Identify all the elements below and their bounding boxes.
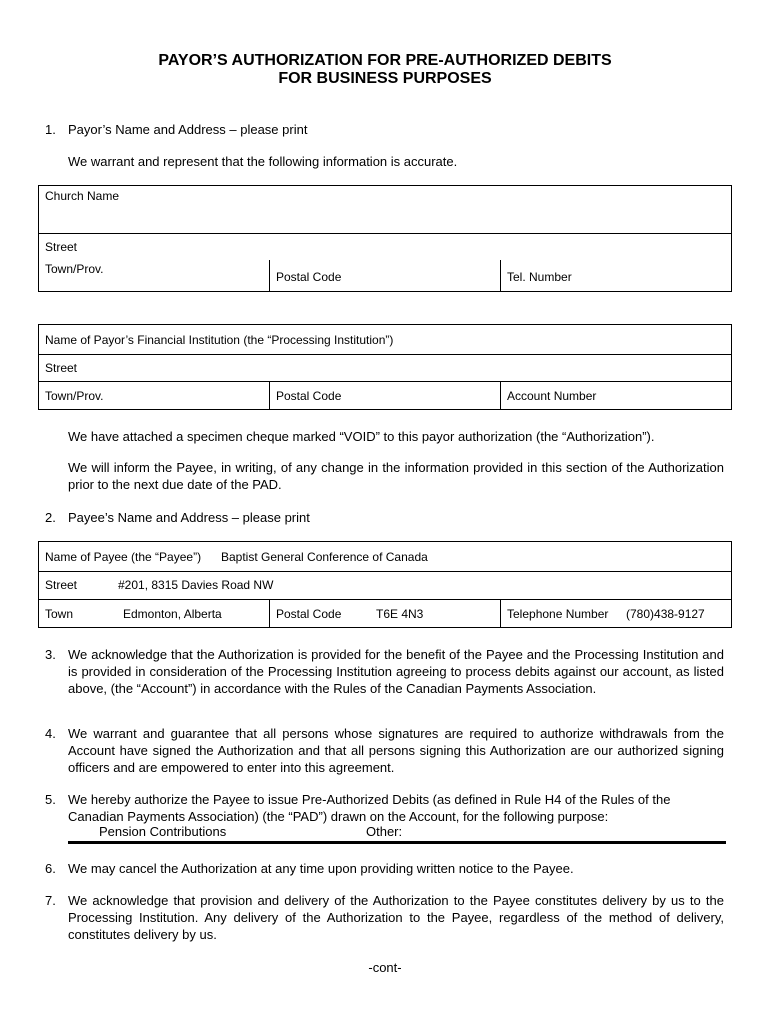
institution-name-field[interactable]: Name of Payor’s Financial Institution (the “Processing Institution”) <box>45 333 394 347</box>
document-title-line-1: PAYOR’S AUTHORIZATION FOR PRE-AUTHORIZED DEBITS <box>158 52 612 69</box>
item-5-text: We hereby authorize the Payee to issue Pre-Authorized Debits (as defined in Rule H4 of the Rules of the Canadian Payments Association) (the “PAD”) drawn on the Account, for the following purpose: <box>68 792 671 824</box>
item-7-text: We acknowledge that provision and delivery of the Authorization to the Payee constitutes delivery by us to the Processing Institution. Any delivery of the Authorization to the Payee, regardless of the method of delivery, constitutes delivery by us. <box>68 893 724 942</box>
payee-street-label: Street <box>45 578 78 592</box>
item-6-number: 6. <box>45 861 56 876</box>
payee-town-label: Town <box>45 607 74 621</box>
payee-postal-value: T6E 4N3 <box>376 607 424 621</box>
payor-street-field[interactable]: Street <box>45 240 78 254</box>
institution-town-field[interactable]: Town/Prov. <box>45 389 104 403</box>
section-2-number: 2. <box>45 510 56 525</box>
purpose-pension-contributions[interactable]: Pension Contributions <box>99 824 227 839</box>
item-4-number: 4. <box>45 726 56 741</box>
payee-name-label: Name of Payee (the “Payee”) <box>45 550 202 564</box>
item-6-text: We may cancel the Authorization at any time upon providing written notice to the Payee. <box>68 861 574 876</box>
section-2-heading: Payee’s Name and Address – please print <box>68 510 310 525</box>
continued-footer: -cont- <box>368 960 402 975</box>
item-5-number: 5. <box>45 792 56 807</box>
institution-street-field[interactable]: Street <box>45 361 78 375</box>
row-divider <box>39 381 731 382</box>
purpose-other[interactable]: Other: <box>366 824 403 839</box>
column-divider <box>269 599 270 627</box>
payee-phone-value: (780)438-9127 <box>626 607 705 621</box>
column-divider <box>269 260 270 291</box>
item-7-number: 7. <box>45 893 56 908</box>
section-1-number: 1. <box>45 122 56 137</box>
section-1-heading: Payor’s Name and Address – please print <box>68 122 308 137</box>
item-3-number: 3. <box>45 647 56 662</box>
payee-postal-label: Postal Code <box>276 607 342 621</box>
financial-institution-box <box>38 324 732 410</box>
item-4-text: We warrant and guarantee that all persons whose signatures are required to authorize withdrawals from the Account have signed the Authorization and that all persons signing this Authorization are our authorized signing officers and are empowered to enter into this agreement. <box>68 726 724 775</box>
purpose-underline <box>68 841 726 844</box>
row-divider <box>39 233 731 234</box>
row-divider <box>39 571 731 572</box>
item-3-text: We acknowledge that the Authorization is provided for the benefit of the Payee and the Processing Institution and is provided in consideration of the Processing Institution agreeing to process debits against our account, as listed above, (the “Account”) in accordance with the Rules of the Canadian Payments Association. <box>68 647 724 696</box>
column-divider <box>269 381 270 409</box>
payee-info-box <box>38 541 732 628</box>
payor-info-box <box>38 185 732 292</box>
warrant-statement: We warrant and represent that the following information is accurate. <box>68 154 458 169</box>
payor-tel-number-field[interactable]: Tel. Number <box>507 270 572 284</box>
account-number-field[interactable]: Account Number <box>507 389 597 403</box>
payor-town-field[interactable]: Town/Prov. <box>45 262 104 276</box>
inform-change-statement: We will inform the Payee, in writing, of any change in the information provided in this section of the Authorization prior to the next due date of the PAD. <box>68 460 724 492</box>
payee-name-value: Baptist General Conference of Canada <box>221 550 428 564</box>
payee-street-value: #201, 8315 Davies Road NW <box>118 578 274 592</box>
void-cheque-statement: We have attached a specimen cheque marked “VOID” to this payor authorization (the “Authorization”). <box>68 429 655 444</box>
payor-postal-code-field[interactable]: Postal Code <box>276 270 342 284</box>
row-divider <box>39 354 731 355</box>
payee-phone-label: Telephone Number <box>507 607 609 621</box>
church-name-field[interactable]: Church Name <box>45 189 120 203</box>
column-divider <box>500 599 501 627</box>
institution-postal-code-field[interactable]: Postal Code <box>276 389 342 403</box>
payee-town-value: Edmonton, Alberta <box>123 607 222 621</box>
column-divider <box>500 381 501 409</box>
row-divider <box>39 599 731 600</box>
column-divider <box>500 260 501 291</box>
document-title-line-2: FOR BUSINESS PURPOSES <box>278 70 492 87</box>
